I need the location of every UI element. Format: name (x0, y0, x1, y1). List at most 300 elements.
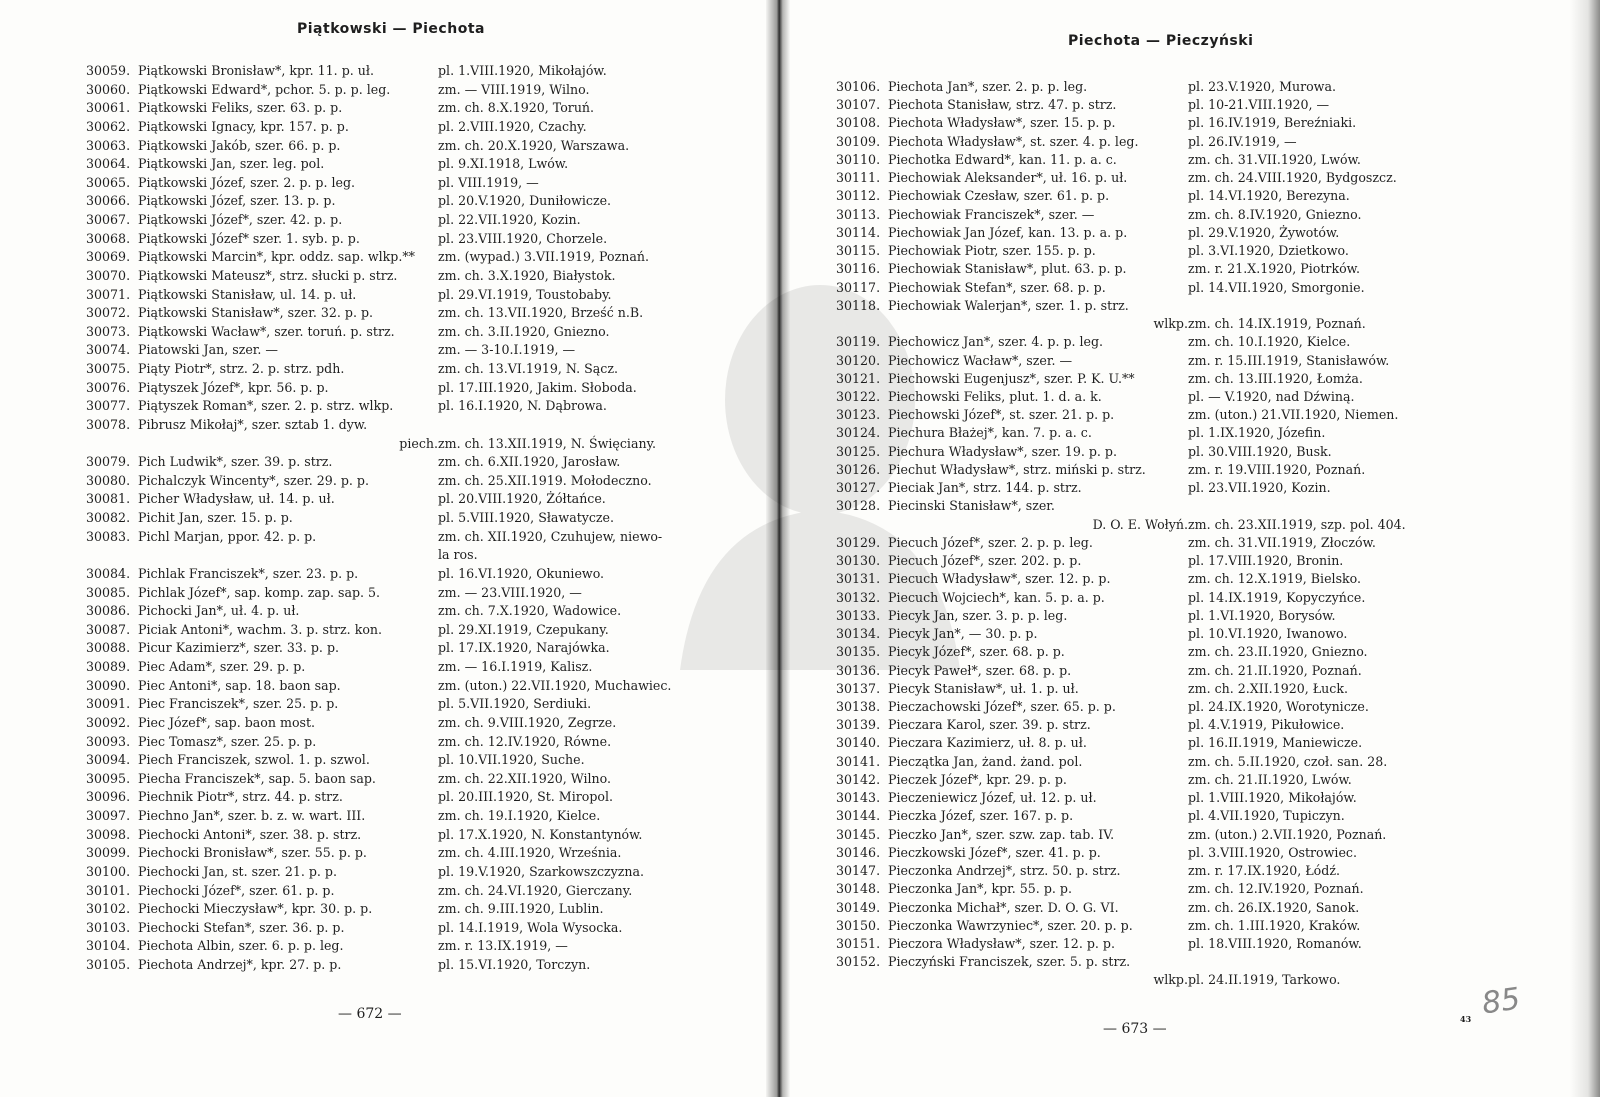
entry-detail: pl. 20.V.1920, Duniłowicze. (438, 193, 612, 209)
entry-detail: pl. 15.VI.1920, Torczyn. (438, 957, 591, 972)
entry-number: 30118. (836, 297, 881, 313)
entry-detail: pl. 5.VII.1920, Serdiuki. (438, 696, 592, 712)
entry-name: Piątkowski Józef* szer. 1. syb. p. p. (138, 230, 360, 246)
entry-number: 30115. (836, 243, 881, 259)
entry-detail: zm. — 3-10.I.1919, — (438, 342, 576, 358)
entry-detail: zm. ch. 21.II.1920, Lwów. (1188, 771, 1352, 787)
list-item (86, 807, 766, 826)
entry-detail: pl. VIII.1919, — (438, 174, 539, 190)
entry-detail: zm. ch. 10.I.1920, Kielce. (1188, 334, 1351, 350)
entry-name: Piecyk Stanisław*, uł. 1. p. uł. (888, 680, 1079, 696)
entry-name: Piechota Władysław*, st. szer. 4. p. leg. (888, 133, 1139, 149)
list-item (86, 639, 766, 658)
entry-detail: zm. ch. 13.III.1920, Łomża. (1188, 370, 1363, 386)
entry-detail: zm. ch. 12.IV.1920, Poznań. (1188, 881, 1364, 897)
list-item (86, 528, 766, 565)
list-item (86, 416, 766, 453)
entry-number: 30087. (86, 621, 131, 637)
list-item (86, 826, 766, 845)
entry-number: 30120. (836, 352, 881, 368)
left-page (0, 0, 766, 1097)
list-item (836, 662, 1566, 680)
entry-name: Piechowiak Franciszek*, szer. — (888, 206, 1095, 222)
book-gutter (766, 0, 790, 1097)
entry-number: 30124. (836, 425, 881, 441)
entry-detail: zm. (uton.) 2.VII.1920, Poznań. (1188, 826, 1387, 842)
entry-detail: pl. 17.IX.1920, Narajówka. (438, 640, 610, 656)
entry-number: 30089. (86, 659, 131, 674)
entry-detail: zm. ch. 22.XII.1920, Wilno. (438, 770, 612, 786)
entry-name: Piechowski Feliks, plut. 1. d. a. k. (888, 388, 1102, 404)
entry-name: Pibrusz Mikołaj*, szer. sztab 1. dyw. (138, 416, 368, 432)
list-item (836, 698, 1566, 716)
entry-name: Piatowski Jan, szer. — (138, 342, 279, 358)
list-item (836, 187, 1566, 205)
list-item (836, 479, 1566, 497)
entry-name: Piechno Jan*, szer. b. z. w. wart. III. (138, 808, 366, 823)
entry-detail: pl. 23.V.1920, Murowa. (1188, 79, 1336, 94)
entry-detail: pl. — V.1920, nad Dźwiną. (1188, 388, 1355, 404)
entry-number: 30095. (86, 770, 131, 786)
entry-name: Piechura Władysław*, szer. 19. p. p. (888, 443, 1117, 459)
entry-number: 30119. (836, 334, 881, 350)
entry-detail: zm. r. 15.III.1919, Stanisławów. (1188, 352, 1390, 368)
entry-number: 30100. (86, 863, 131, 879)
entry-number: 30080. (86, 472, 131, 488)
entry-name: Piechnik Piotr*, strz. 44. p. strz. (138, 789, 343, 805)
entry-detail: zm. ch. 31.VII.1919, Złoczów. (1188, 534, 1376, 550)
entry-number: 30101. (86, 882, 131, 898)
right-page (790, 0, 1570, 1097)
list-item (836, 424, 1566, 442)
entry-number: 30104. (86, 938, 131, 954)
entry-detail: pl. 2.VIII.1920, Czachy. (438, 118, 587, 134)
running-header: Piątkowski — Piechota (297, 21, 485, 37)
entry-detail: pl. 4.V.1919, Pikułowice. (1188, 717, 1345, 733)
entry-number: 30069. (86, 249, 131, 265)
entry-number: 30135. (836, 644, 881, 660)
list-item (836, 388, 1566, 406)
list-item (836, 625, 1566, 643)
list-item (836, 96, 1566, 114)
entry-number: 30150. (836, 917, 881, 933)
entry-detail: zm. r. 17.IX.1920, Łódź. (1188, 863, 1340, 879)
entry-number: 30122. (836, 388, 881, 404)
list-item (86, 453, 766, 472)
entry-number: 30106. (836, 79, 881, 94)
entry-detail: zm. ch. 7.X.1920, Wadowice. (438, 603, 622, 619)
entry-name: Piątkowski Mateusz*, strz. słucki p. strz. (138, 267, 398, 283)
list-item (86, 192, 766, 211)
entry-number: 30063. (86, 137, 131, 153)
entry-detail: pl. 20.III.1920, St. Miropol. (438, 789, 614, 805)
entry-name-continued: D. O. E. Wołyń. (1092, 516, 1188, 532)
sheet-number: 43 (1460, 1014, 1472, 1024)
entry-number: 30110. (836, 151, 881, 167)
entry-number: 30134. (836, 626, 881, 642)
entry-number: 30076. (86, 379, 131, 395)
entry-number: 30132. (836, 589, 881, 605)
entry-name: Piechowiak Piotr, szer. 155. p. p. (888, 243, 1096, 259)
entry-name: Piątkowski Stanisław*, szer. 32. p. p. (138, 305, 374, 321)
entry-detail: pl. 3.VIII.1920, Ostrowiec. (1188, 844, 1357, 860)
entry-name: Pieczkowski Józef*, szer. 41. p. p. (888, 844, 1101, 860)
entry-name: Pieczachowski Józef*, szer. 65. p. p. (888, 698, 1116, 714)
list-item (836, 589, 1566, 607)
list-item (86, 695, 766, 714)
entry-name-continued: piech. (399, 435, 438, 451)
entry-number: 30109. (836, 133, 881, 149)
list-item (86, 62, 766, 81)
list-item (86, 118, 766, 137)
entry-number: 30067. (86, 212, 131, 227)
entry-detail-continued: la ros. (438, 547, 478, 563)
entry-name: Piecuch Władysław*, szer. 12. p. p. (888, 571, 1111, 587)
entry-name: Pieczko Jan*, szer. szw. zap. tab. IV. (888, 826, 1115, 842)
list-item (836, 461, 1566, 479)
list-item (86, 304, 766, 323)
list-item (86, 248, 766, 267)
list-item (836, 333, 1566, 351)
entry-detail: pl. 30.VIII.1920, Busk. (1188, 443, 1332, 459)
entry-number: 30071. (86, 286, 131, 302)
list-item (836, 570, 1566, 588)
entry-detail: zm. (wypad.) 3.VII.1919, Poznań. (438, 249, 649, 265)
entry-number: 30133. (836, 607, 881, 623)
entry-name: Piątkowski Józef, szer. 13. p. p. (138, 193, 336, 209)
entry-name: Piciak Antoni*, wachm. 3. p. strz. kon. (138, 621, 383, 637)
entry-number: 30112. (836, 188, 881, 204)
entry-number: 30142. (836, 771, 881, 787)
entry-number: 30061. (86, 100, 131, 116)
entry-detail: pl. 18.VIII.1920, Romanów. (1188, 936, 1362, 952)
entry-number: 30077. (86, 398, 131, 414)
list-item (836, 807, 1566, 825)
entry-number: 30116. (836, 261, 881, 277)
list-item (86, 565, 766, 584)
entry-detail: pl. 24.IX.1920, Worotynicze. (1188, 698, 1369, 714)
entry-detail: zm. ch. 24.VIII.1920, Bydgoszcz. (1188, 170, 1397, 186)
entry-name: Piechowiak Aleksander*, uł. 16. p. uł. (888, 170, 1128, 186)
list-item (86, 677, 766, 696)
entry-name-continued: wlkp. (1153, 316, 1188, 332)
list-item (836, 917, 1566, 935)
entry-number: 30131. (836, 571, 881, 587)
list-item (86, 472, 766, 491)
entry-name: Piąty Piotr*, strz. 2. p. strz. pdh. (138, 361, 345, 376)
entry-name: Piecyk Jan*, — 30. p. p. (888, 626, 1038, 642)
list-item (86, 937, 766, 956)
entry-number: 30130. (836, 553, 881, 569)
entry-detail: zm. — VIII.1919, Wilno. (438, 81, 590, 97)
entry-number: 30082. (86, 510, 131, 525)
list-item (836, 114, 1566, 132)
entry-detail: zm. ch. 8.X.1920, Toruń. (438, 100, 595, 116)
entry-detail: zm. (uton.) 22.VII.1920, Muchawiec. (438, 677, 672, 693)
entry-detail: pl. 19.V.1920, Szarkowszczyzna. (438, 863, 645, 879)
entry-number: 30085. (86, 584, 131, 600)
list-item (836, 260, 1566, 278)
entry-number: 30097. (86, 808, 131, 823)
entry-number: 30096. (86, 789, 131, 805)
entry-detail: pl. 9.XI.1918, Lwów. (438, 156, 569, 172)
list-item (836, 716, 1566, 734)
list-item (86, 490, 766, 509)
entry-name: Piechowski Eugenjusz*, szer. P. K. U.** (888, 370, 1135, 386)
entry-number: 30065. (86, 174, 131, 190)
entry-number: 30074. (86, 342, 131, 358)
entry-name: Piechowicz Jan*, szer. 4. p. p. leg. (888, 334, 1104, 350)
list-item (836, 753, 1566, 771)
entry-detail: zm. r. 21.X.1920, Piotrków. (1188, 261, 1360, 277)
entry-number: 30086. (86, 603, 131, 619)
entry-name: Piechota Jan*, szer. 2. p. p. leg. (888, 79, 1088, 94)
entry-name: Pieczara Kazimierz, uł. 8. p. uł. (888, 735, 1087, 751)
entry-number: 30075. (86, 361, 131, 376)
entry-name: Piecinski Stanisław*, szer. (888, 498, 1055, 514)
entry-detail: pl. 14.VII.1920, Smorgonie. (1188, 279, 1365, 295)
list-item (86, 360, 766, 379)
entry-number: 30068. (86, 230, 131, 246)
list-item (836, 78, 1566, 96)
list-item (836, 534, 1566, 552)
list-item (86, 397, 766, 416)
list-item (836, 406, 1566, 424)
list-item (836, 133, 1566, 151)
entry-name: Piechocki Antoni*, szer. 38. p. strz. (138, 826, 362, 842)
entry-name: Piechota Stanisław, strz. 47. p. strz. (888, 97, 1117, 113)
list-item (86, 137, 766, 156)
entry-name: Pichlak Franciszek*, szer. 23. p. p. (138, 565, 359, 581)
entry-name: Piec Adam*, szer. 29. p. p. (138, 659, 306, 674)
entry-detail: pl. 10.VII.1920, Suche. (438, 752, 585, 768)
list-item (86, 323, 766, 342)
entry-name: Piątkowski Ignacy, kpr. 157. p. p. (138, 118, 349, 134)
entry-number: 30138. (836, 698, 881, 714)
list-item (86, 584, 766, 603)
entry-number: 30121. (836, 370, 881, 386)
list-item (86, 714, 766, 733)
entry-name: Pieczeniewicz Józef, uł. 12. p. uł. (888, 790, 1097, 806)
list-item (836, 880, 1566, 898)
list-item (86, 956, 766, 975)
entry-detail: pl. 22.VII.1920, Kozin. (438, 212, 581, 227)
entry-name: Piecuch Wojciech*, kan. 5. p. a. p. (888, 589, 1105, 605)
entry-detail: zm. ch. 31.VII.1920, Lwów. (1188, 151, 1361, 167)
entry-number: 30088. (86, 640, 131, 656)
entry-detail: zm. ch. 3.II.1920, Gniezno. (438, 323, 610, 339)
entry-detail: zm. ch. 19.I.1920, Kielce. (438, 808, 601, 823)
list-item (86, 99, 766, 118)
list-item (86, 919, 766, 938)
entry-name-continued: wlkp. (1153, 972, 1188, 988)
entry-name: Piechota Andrzej*, kpr. 27. p. p. (138, 957, 342, 972)
entry-number: 30064. (86, 156, 131, 172)
entry-detail: zm. — 23.VIII.1920, — (438, 584, 582, 600)
entry-number: 30137. (836, 680, 881, 696)
entry-name: Piechowiak Stanisław*, plut. 63. p. p. (888, 261, 1127, 277)
entry-detail: pl. 14.I.1919, Wola Wysocka. (438, 919, 623, 935)
list-item (86, 602, 766, 621)
entry-name: Pieczek Józef*, kpr. 29. p. p. (888, 771, 1067, 787)
entry-name: Pieczyński Franciszek, szer. 5. p. strz. (888, 954, 1131, 970)
entry-name: Piątkowski Jan, szer. leg. pol. (138, 156, 325, 172)
entry-name: Piątkowski Bronisław*, kpr. 11. p. uł. (138, 63, 374, 78)
list-item (86, 770, 766, 789)
entry-detail: pl. 17.III.1920, Jakim. Słoboda. (438, 379, 637, 395)
list-item (86, 341, 766, 360)
entry-name: Piątkowski Józef*, szer. 42. p. p. (138, 212, 343, 227)
entry-name: Piechowiak Stefan*, szer. 68. p. p. (888, 279, 1106, 295)
list-item (836, 352, 1566, 370)
list-item (836, 844, 1566, 862)
entry-number: 30136. (836, 662, 881, 678)
entry-number: 30151. (836, 936, 881, 952)
entry-name: Pieczonka Jan*, kpr. 55. p. p. (888, 881, 1072, 897)
list-item (86, 733, 766, 752)
entry-name: Pichlak Józef*, sap. komp. zap. sap. 5. (138, 584, 381, 600)
entry-number: 30081. (86, 491, 131, 507)
entry-number: 30103. (86, 919, 131, 935)
entry-number: 30128. (836, 498, 881, 514)
list-item (836, 935, 1566, 953)
entry-name: Piątyszek Józef*, kpr. 56. p. p. (138, 379, 329, 395)
entry-number: 30111. (836, 170, 881, 186)
entry-name: Piechocki Mieczysław*, kpr. 30. p. p. (138, 901, 373, 917)
entry-detail: pl. 17.X.1920, N. Konstantynów. (438, 826, 643, 842)
list-item (836, 151, 1566, 169)
entry-detail-continued: zm. ch. 14.IX.1919, Poznań. (1188, 316, 1366, 332)
entry-name: Pieczonka Andrzej*, strz. 50. p. strz. (888, 863, 1121, 879)
entry-name: Piecuch Józef*, szer. 2. p. p. leg. (888, 534, 1093, 550)
list-item (86, 509, 766, 528)
entry-name: Piecyk Paweł*, szer. 68. p. p. (888, 662, 1072, 678)
entry-number: 30147. (836, 863, 881, 879)
entry-number: 30079. (86, 454, 131, 470)
entry-detail: pl. 23.VII.1920, Kozin. (1188, 480, 1331, 496)
list-item (836, 643, 1566, 661)
entry-number: 30070. (86, 267, 131, 283)
entry-name: Pichocki Jan*, uł. 4. p. uł. (138, 603, 300, 619)
entry-number: 30152. (836, 954, 881, 970)
entry-name: Piechowiak Jan Józef, kan. 13. p. a. p. (888, 224, 1128, 240)
entry-name: Piecuch Józef*, szer. 202. p. p. (888, 553, 1082, 569)
entry-name: Piecyk Jan, szer. 3. p. p. leg. (888, 607, 1068, 623)
list-item (86, 621, 766, 640)
entry-detail: zm. r. 19.VIII.1920, Poznań. (1188, 461, 1366, 477)
entry-detail: pl. 29.V.1920, Żywotów. (1188, 224, 1340, 240)
entry-number: 30102. (86, 901, 131, 917)
list-item (86, 658, 766, 677)
entry-detail: pl. 1.IX.1920, Józefin. (1188, 425, 1326, 441)
entry-detail: pl. 16.VI.1920, Okuniewo. (438, 565, 605, 581)
entry-name: Piątkowski Wacław*, szer. toruń. p. strz. (138, 323, 395, 339)
entry-name: Piechowicz Wacław*, szer. — (888, 352, 1073, 368)
entry-detail: zm. ch. 26.IX.1920, Sanok. (1188, 899, 1360, 915)
entry-detail: zm. ch. 24.VI.1920, Gierczany. (438, 882, 633, 898)
entry-number: 30060. (86, 81, 131, 97)
entry-detail: zm. — 16.I.1919, Kalisz. (438, 659, 593, 674)
entry-detail-continued: zm. ch. 13.XII.1919, N. Święciany. (438, 435, 657, 451)
entry-name: Picur Kazimierz*, szer. 33. p. p. (138, 640, 340, 656)
entry-detail: zm. ch. 8.IV.1920, Gniezno. (1188, 206, 1362, 222)
entry-detail: zm. ch. 4.III.1920, Września. (438, 845, 622, 861)
entry-number: 30059. (86, 63, 131, 78)
entry-number: 30140. (836, 735, 881, 751)
list-item (86, 81, 766, 100)
entry-detail: zm. ch. 6.XII.1920, Jarosław. (438, 454, 621, 470)
entry-list (836, 78, 1566, 990)
entry-list (86, 62, 766, 975)
entry-number: 30105. (86, 957, 131, 972)
list-item (86, 844, 766, 863)
list-item (836, 734, 1566, 752)
page-edge-shadow (1570, 0, 1600, 1097)
entry-name: Pich Ludwik*, szer. 39. p. strz. (138, 454, 333, 470)
list-item (836, 607, 1566, 625)
entry-number: 30091. (86, 696, 131, 712)
entry-detail: pl. 26.IV.1919, — (1188, 133, 1297, 149)
entry-number: 30145. (836, 826, 881, 842)
entry-number: 30148. (836, 881, 881, 897)
list-item (86, 230, 766, 249)
entry-number: 30117. (836, 279, 881, 295)
list-item (836, 771, 1566, 789)
entry-name: Pieczara Karol, szer. 39. p. strz. (888, 717, 1091, 733)
list-item (86, 379, 766, 398)
entry-name: Piątkowski Jakób, szer. 66. p. p. (138, 137, 341, 153)
entry-number: 30073. (86, 323, 131, 339)
list-item (836, 789, 1566, 807)
entry-detail: pl. 1.VI.1920, Borysów. (1188, 607, 1336, 623)
entry-number: 30144. (836, 808, 881, 824)
entry-detail: zm. ch. 20.X.1920, Warszawa. (438, 137, 630, 153)
list-item (836, 224, 1566, 242)
entry-name: Piec Józef*, sap. baon most. (138, 714, 316, 730)
entry-name: Piechocki Stefan*, szer. 36. p. p. (138, 919, 345, 935)
entry-number: 30146. (836, 844, 881, 860)
entry-number: 30108. (836, 115, 881, 131)
entry-number: 30113. (836, 206, 881, 222)
entry-name: Piechowiak Czesław, szer. 61. p. p. (888, 188, 1110, 204)
entry-detail: zm. ch. 12.IV.1920, Równe. (438, 733, 612, 749)
list-item (86, 900, 766, 919)
entry-name: Piątkowski Feliks, szer. 63. p. p. (138, 100, 343, 116)
entry-detail: pl. 16.I.1920, N. Dąbrowa. (438, 398, 607, 414)
entry-detail: pl. 29.VI.1919, Toustobaby. (438, 286, 612, 302)
entry-name: Pichit Jan, szer. 15. p. p. (138, 510, 293, 525)
entry-detail: pl. 23.VIII.1920, Chorzele. (438, 230, 608, 246)
entry-detail: zm. ch. 23.II.1920, Gniezno. (1188, 644, 1368, 660)
entry-name: Piech Franciszek, szwol. 1. p. szwol. (138, 752, 370, 768)
list-item (86, 751, 766, 770)
entry-name: Piechocki Bronisław*, szer. 55. p. p. (138, 845, 367, 861)
entry-number: 30127. (836, 480, 881, 496)
entry-name: Piec Tomasz*, szer. 25. p. p. (138, 733, 317, 749)
entry-detail: pl. 4.VII.1920, Tupiczyn. (1188, 808, 1345, 824)
entry-name: Piecyk Józef*, szer. 68. p. p. (888, 644, 1065, 660)
entry-name: Piechota Albin, szer. 6. p. p. leg. (138, 938, 344, 954)
entry-name: Pieczka Józef, szer. 167. p. p. (888, 808, 1074, 824)
list-item (836, 242, 1566, 260)
list-item (86, 882, 766, 901)
entry-name: Pieczonka Wawrzyniec*, szer. 20. p. p. (888, 917, 1133, 933)
entry-name: Piątkowski Stanisław, ul. 14. p. uł. (138, 286, 357, 302)
entry-name: Pichalczyk Wincenty*, szer. 29. p. p. (138, 472, 369, 488)
list-item (836, 443, 1566, 461)
entry-detail-continued: zm. ch. 23.XII.1919, szp. pol. 404. (1188, 516, 1406, 532)
list-item (836, 826, 1566, 844)
